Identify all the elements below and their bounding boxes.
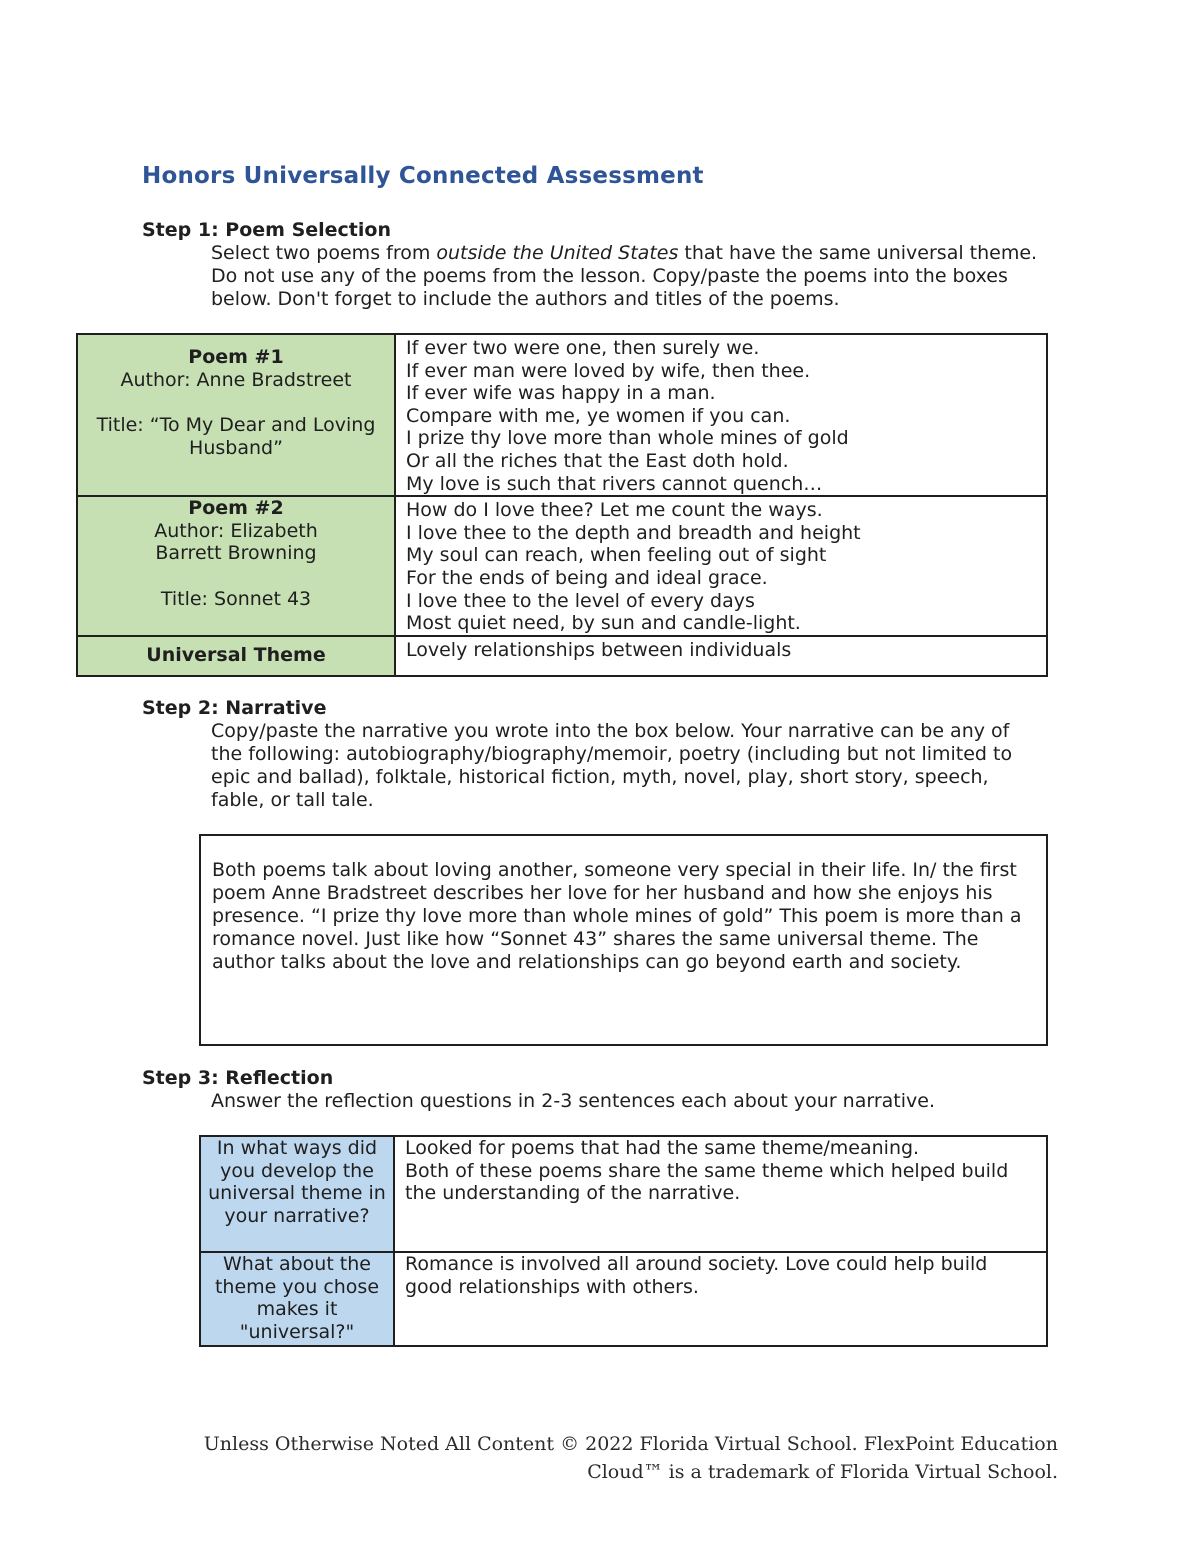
reflection-answer-line: Romance is involved all around society. Love could help build good relationships with others. — [405, 1253, 988, 1298]
poem2-text-cell[interactable] — [395, 496, 1047, 636]
step2-heading: Step 2: Narrative — [142, 697, 327, 719]
poem2-title: Title: Sonnet 43 — [160, 587, 312, 610]
poem1-line: My love is such that rivers cannot quench… — [406, 472, 823, 495]
reflection-table — [199, 1135, 1048, 1347]
step1-instructions — [211, 242, 1056, 311]
reflection-answer-cell[interactable] — [394, 1252, 1047, 1346]
reflection-question-cell — [200, 1136, 394, 1252]
reflection-answer-line: Looked for poems that had the same theme/meaning. — [405, 1137, 920, 1159]
poem2-line: My soul can reach, when feeling out of sight — [406, 544, 827, 567]
poem2-row — [77, 496, 1047, 636]
poem1-author: Author: Anne Bradstreet — [120, 368, 352, 391]
footer — [204, 1430, 1058, 1486]
poem-selection-table — [76, 333, 1048, 677]
poem1-label: Poem #1 — [188, 346, 284, 368]
step2-instructions: Copy/paste the narrative you wrote into the box below. Your narrative can be any of the following: autobiography/biography/memoir, poetry (including but not limited to epic and ballad), folktale, historical fiction, myth, novel, play, short story, speech, fable, or tall tale. — [211, 720, 1013, 811]
poem2-line: How do I love thee? Let me count the ways. — [406, 499, 823, 522]
poem2-author: Author: Elizabeth Barrett Browning — [154, 519, 318, 565]
reflection-question: In what ways did you develop the universal theme in your narrative? — [208, 1137, 386, 1227]
theme-row — [77, 636, 1047, 676]
reflection-row — [200, 1136, 1047, 1252]
step1-instructions-end: that have the same universal theme. Do not use any of the poems from the lesson. Copy/paste the poems into the boxes below. Don't forget to include the authors and titles of the poems. — [211, 242, 1038, 310]
step3-heading: Step 3: Reflection — [142, 1067, 334, 1089]
poem2-label: Poem #2 — [188, 497, 284, 520]
poem2-line: For the ends of being and ideal grace. — [406, 566, 768, 589]
poem1-line: If ever man were loved by wife, then thee. — [406, 359, 811, 382]
step1-instructions-emphasis: outside the United States — [436, 242, 679, 264]
step1-heading: Step 1: Poem Selection — [142, 219, 391, 241]
poem2-label-cell — [77, 496, 395, 636]
reflection-answer-cell[interactable] — [394, 1136, 1047, 1252]
reflection-question: What about the theme you chose makes it "universal?" — [214, 1253, 380, 1343]
poem1-row — [77, 334, 1047, 496]
reflection-row — [200, 1252, 1047, 1346]
poem2-line: I love thee to the depth and breadth and height — [406, 521, 861, 544]
poem1-line: I prize thy love more than whole mines of gold — [406, 427, 849, 450]
page-title: Honors Universally Connected Assessment — [142, 163, 704, 189]
poem1-line: Compare with me, ye women if you can. — [406, 404, 791, 427]
theme-value: Lovely relationships between individuals — [406, 638, 792, 661]
narrative-box[interactable] — [199, 834, 1048, 1046]
reflection-answer-line: Both of these poems share the same theme which helped build the understanding of the narrative. — [405, 1159, 1009, 1205]
poem1-line: Or all the riches that the East doth hold. — [406, 449, 789, 472]
poem1-text-cell[interactable] — [395, 334, 1047, 496]
poem2-line: Most quiet need, by sun and candle-light. — [406, 612, 801, 635]
theme-label: Universal Theme — [146, 644, 326, 667]
footer-trademark: Cloud™ is a trademark of Florida Virtual School. — [587, 1461, 1058, 1483]
theme-label-cell — [77, 636, 395, 676]
poem1-line: If ever wife was happy in a man. — [406, 382, 716, 405]
theme-value-cell[interactable] — [395, 636, 1047, 676]
step3-instructions: Answer the reflection questions in 2-3 sentences each about your narrative. — [211, 1090, 936, 1112]
step1-instructions-start: Select two poems from — [211, 242, 437, 264]
reflection-question-cell — [200, 1252, 394, 1346]
footer-copyright: Unless Otherwise Noted All Content © 2022 Florida Virtual School. FlexPoint Education — [203, 1433, 1058, 1455]
poem1-label-cell — [77, 334, 395, 496]
narrative-text: Both poems talk about loving another, someone very special in their life. In/ the first poem Anne Bradstreet describes her love for her husband and how she enjoys his presence. “I prize thy love more than whole mines of gold” This poem is more than a romance novel. Just like how “Sonnet 43” shares the same universal theme. The author talks about the love and relationships can go beyond earth and society. — [212, 859, 1022, 973]
poem2-line: I love thee to the level of every days — [406, 589, 755, 612]
poem1-line: If ever two were one, then surely we. — [406, 337, 760, 359]
poem1-title: Title: “To My Dear and Loving Husband” — [96, 414, 376, 459]
